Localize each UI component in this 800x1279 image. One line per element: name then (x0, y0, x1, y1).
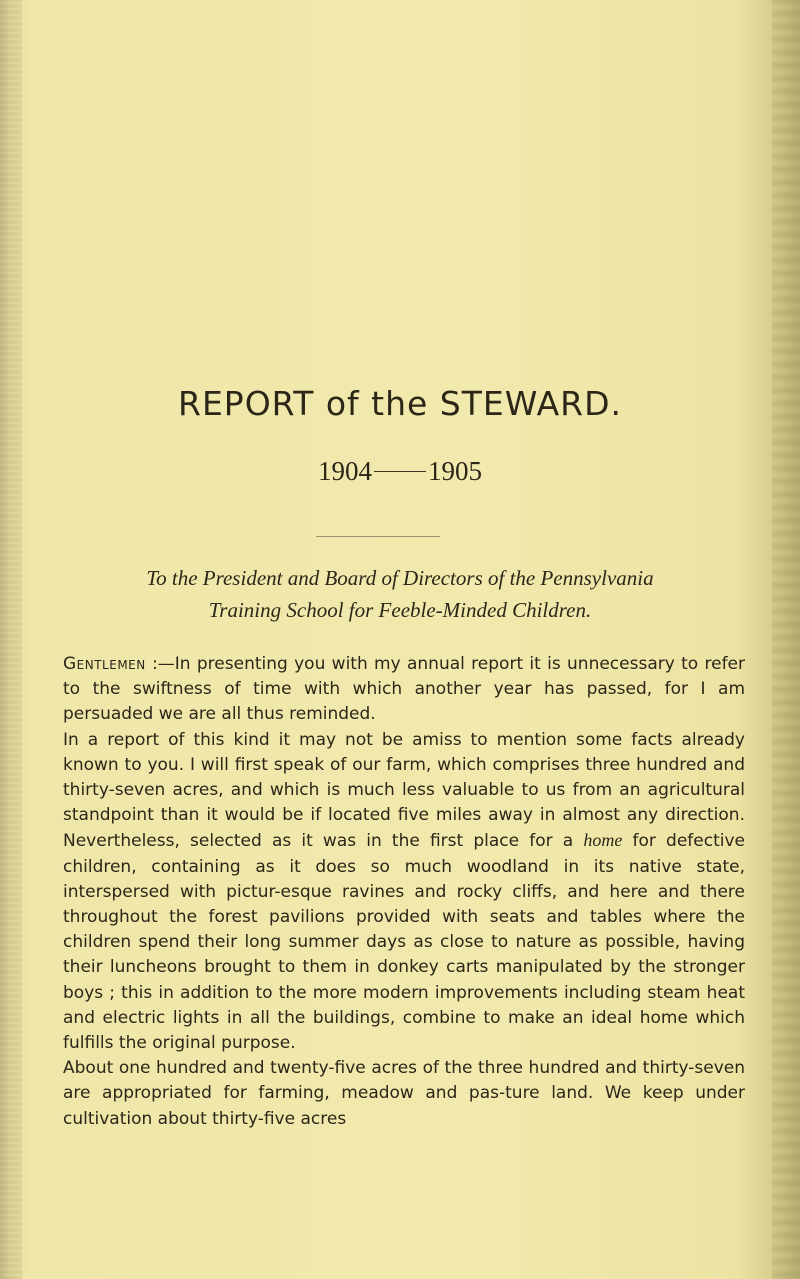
paragraph-3: About one hundred and twenty-five acres of the three hundred and thirty-seven are appropriated for farming, meadow and pas-ture land. We keep under cultivation about thirty-five acres (63, 1058, 745, 1129)
book-spine-edge (0, 0, 22, 1279)
paragraph-1-text: :—In presenting you with my annual report it is unnecessary to refer to the swiftness of time with which another year has passed, for I am persuaded we are all thus reminded. (63, 654, 745, 725)
address-line-1: To the President and Board of Directors of the Pennsylvania (146, 566, 654, 590)
year-dash (374, 471, 426, 472)
report-title: REPORT of the STEWARD. (178, 384, 622, 423)
address-block (0, 562, 800, 626)
salutation: Gentlemen (63, 654, 146, 674)
paragraph-2-emphasis: home (583, 830, 623, 851)
page-right-edge (772, 0, 800, 1279)
paragraph-1 (63, 652, 745, 728)
year-start: 1904 (318, 456, 372, 486)
address-line-2: Training School for Feeble-Minded Children. (208, 598, 592, 622)
report-years (0, 456, 800, 487)
paragraph-2-text-a: In a report of this kind it may not be amiss to mention some facts already known to you. I will first speak of our farm, which comprises three hundred and thirty-seven acres, and which is much less valuable to us from an agricultural standpoint than it would be if located five miles away in almost any direction. Nevertheless, selected as it was in the first place for a (63, 729, 745, 852)
report-body (63, 652, 745, 1132)
title-divider (316, 536, 440, 537)
paragraph-2-text-b: for defective children, containing as it does so much woodland in its native state, interspersed with pictur-esque ravines and rocky cliffs, and here and there throughout the forest pavilions provided with seats and tables where the children spend their long summer days as close to nature as possible, having their luncheons brought to them in donkey carts manipulated by the stronger boys ; this in addition to the more modern improvements including steam heat and electric lights in all the buildings, combine to make an ideal home which fulfills the original purpose. (63, 831, 745, 1054)
year-end: 1905 (428, 456, 482, 486)
paragraph-2 (63, 728, 745, 1057)
